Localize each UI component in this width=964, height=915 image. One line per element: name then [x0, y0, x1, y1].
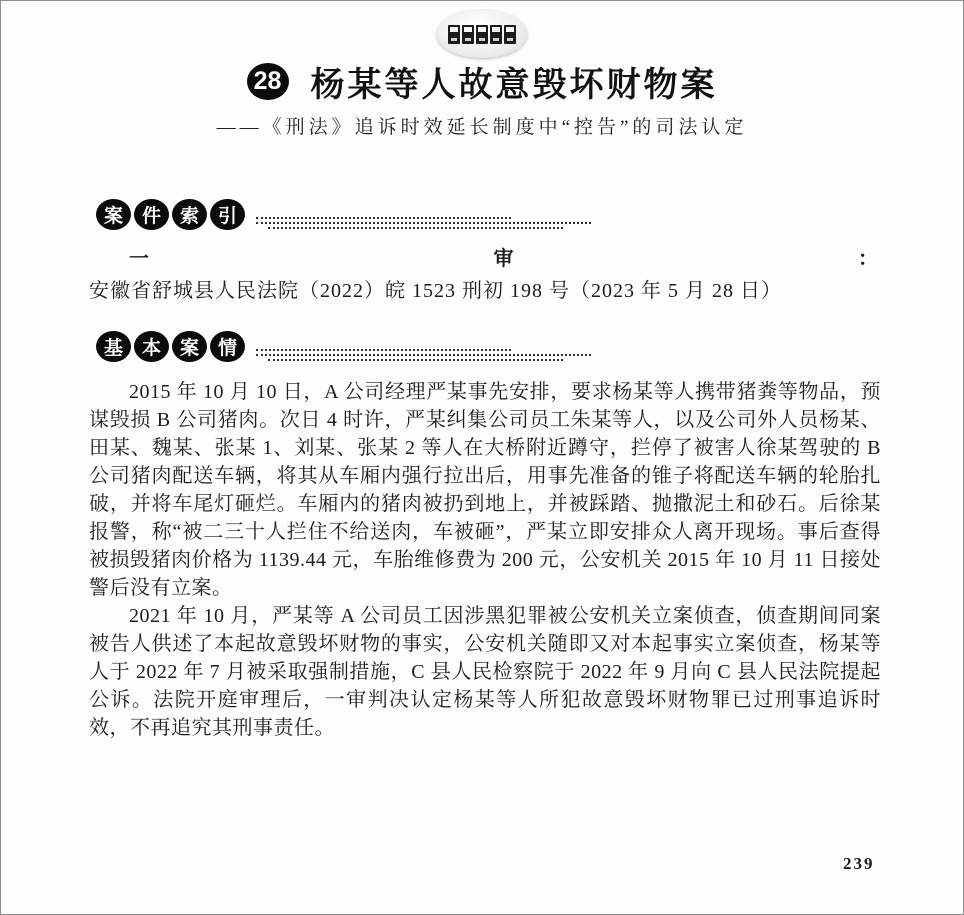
heading-char: 索	[172, 199, 207, 230]
heading-char: 情	[210, 331, 245, 362]
facts-paragraph-2: 2021 年 10 月，严某等 A 公司员工因涉黑犯罪被公安机关立案侦查，侦查期间同案被告人供述了本起故意毁坏财物的事实，公安机关随即又对本起事实立案侦查，杨某等人于 2022 年 7 月被采取强制措施，C 县人民检察院于 2022 年 9 月向 C 县人民法院提起公诉。法院开庭审理后，一审判决认定杨某等人所犯故意毁坏财物罪已过刑事追诉时效，不再追究其刑事责任。	[89, 605, 881, 739]
basic-facts-body	[89, 378, 881, 742]
facts-paragraph-1: 2015 年 10 月 10 日，A 公司经理严某事先安排，要求杨某等人携带猪粪等物品，预谋毁损 B 公司猪肉。次日 4 时许，严某纠集公司员工朱某等人，以及公司外人员杨某、田某、魏某、张某 1、刘某、张某 2 等人在大桥附近蹲守，拦停了被害人徐某驾驶的 B 公司猪肉配送车辆，将其从车厢内强行拉出后，用事先准备的锥子将配送车辆的轮胎扎破，并将车尾灯砸烂。车厢内的猪肉被扔到地上，并被踩踏、抛撒泥土和砂石。后徐某报警，称“被二三十人拦住不给送肉，车被砸”，严某立即安排众人离开现场。事后查得被损毁猪肉价格为 1139.44 元，车胎维修费为 200 元，公安机关 2015 年 10 月 11 日接处警后没有立案。	[89, 381, 881, 599]
case-subtitle: ——《刑法》追诉时效延长制度中“控告”的司法认定	[216, 117, 748, 138]
first-instance-text: 安徽省舒城县人民法院（2022）皖 1523 刑初 198 号（2023 年 5 月 28 日）	[89, 280, 782, 302]
book-spine-icon	[448, 25, 460, 44]
book-row-icon	[437, 10, 527, 58]
case-number-badge: 28	[247, 63, 289, 100]
section-heading-basic-facts	[96, 331, 591, 362]
case-title: 杨某等人故意毁坏财物案	[310, 66, 718, 104]
first-instance-label: 一审：	[129, 248, 879, 270]
book-spine-icon	[476, 25, 488, 44]
heading-char: 案	[96, 199, 131, 230]
section-heading-case-index	[96, 199, 591, 230]
page-number: 239	[843, 854, 875, 873]
book-spine-icon	[504, 25, 516, 44]
dotted-trailer	[256, 214, 591, 230]
first-instance-paragraph	[89, 243, 879, 307]
heading-char: 基	[96, 331, 131, 362]
heading-char: 件	[134, 199, 169, 230]
book-spine-icon	[462, 25, 474, 44]
heading-char: 本	[134, 331, 169, 362]
book-spine-icon	[490, 25, 502, 44]
dotted-trailer	[256, 346, 591, 362]
heading-char: 案	[172, 331, 207, 362]
heading-char: 引	[210, 199, 245, 230]
case-title-row	[1, 57, 963, 106]
